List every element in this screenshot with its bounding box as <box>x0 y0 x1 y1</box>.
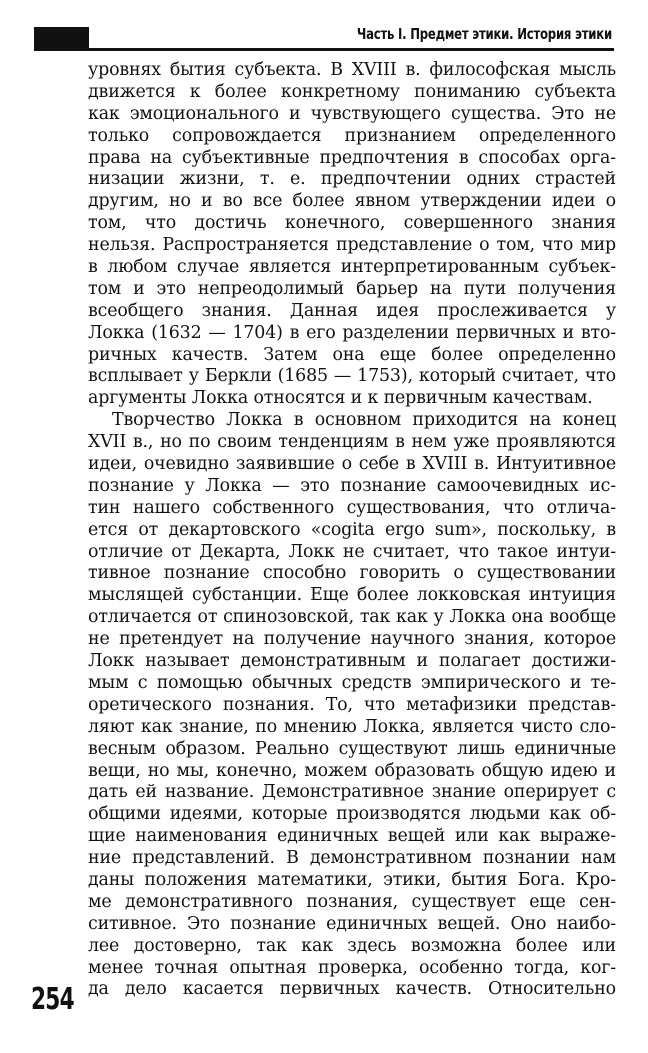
text-line: тин нашего собственного существования, что отлича- <box>88 497 616 518</box>
header-title: Часть I. Предмет этики. История этики <box>357 25 612 43</box>
text-line: всплывает у Беркли (1685 — 1753), который считает, что <box>88 366 616 387</box>
text-line: вещи, но мы, конечно, можем образовать общую идею и <box>88 760 616 781</box>
text-line: Локка (1632 — 1704) в его разделении первичных и вто- <box>88 322 616 343</box>
text-line: том и это непреодолимый барьер на пути получения <box>88 278 616 299</box>
text-line: дать ей название. Демонстративное знание оперирует с <box>88 782 616 803</box>
text-line: отличается от спинозовской, так как у Локка она вообще <box>88 607 616 628</box>
text-line: идеи, очевидно заявившие о себе в XVIII в. Интуитивное <box>88 454 616 475</box>
text-line-paragraph-end: аргументы Локка относятся и к первичным качествам. <box>88 388 593 409</box>
text-line: менее точная опытная проверка, особенно тогда, ког- <box>88 957 616 978</box>
text-line: нельзя. Распространяется представление о том, что мир <box>88 235 616 256</box>
body-text <box>88 60 616 1001</box>
text-line: всеобщего знания. Данная идея прослеживается у <box>88 300 616 321</box>
text-line: щие наименования единичных вещей или как выраже- <box>88 826 616 847</box>
running-header <box>34 20 614 51</box>
header-black-bar <box>34 27 89 48</box>
text-line: уровнях бытия субъекта. В XVIII в. философская мысль <box>88 60 616 80</box>
text-line: лее достоверно, так как здесь возможна более или <box>88 935 616 956</box>
page-number: 254 <box>31 982 74 1017</box>
text-line: не претендует на получение научного знания, которое <box>88 629 616 650</box>
text-line: как эмоционального и чувствующего существа. Это не <box>88 103 616 124</box>
text-line: оретического познания. То, что метафизики представ- <box>88 694 616 715</box>
text-line: ние представлений. В демонстративном познании нам <box>88 848 616 869</box>
text-line: ситивное. Это познание единичных вещей. Оно наибо- <box>88 913 616 934</box>
text-line: движется к более конкретному пониманию субъекта <box>88 81 616 102</box>
text-line: отличие от Декарта, Локк не считает, что такое интуи- <box>88 541 616 562</box>
text-line: Локк называет демонстративным и полагает достижи- <box>88 651 616 672</box>
text-line: весным образом. Реально существуют лишь единичные <box>88 738 616 759</box>
text-line: ме демонстративного познания, существует еще сен- <box>88 891 616 912</box>
text-line: в любом случае является интерпретированным субъек- <box>88 257 616 278</box>
text-line: общими идеями, которые производятся людьми как об- <box>88 804 616 825</box>
text-line: низации жизни, т. е. предпочтении одних страстей <box>88 169 616 190</box>
text-line: ляют как знание, по мнению Локка, является чисто сло- <box>88 716 616 737</box>
text-line: другим, но и во все более явном утверждении идеи о <box>88 191 616 212</box>
text-line: только сопровождается признанием определенного <box>88 125 616 146</box>
text-line: да дело касается первичных качеств. Относительно <box>88 979 616 1000</box>
text-line: XVII в., но по своим тенденциям в нем уже проявляются <box>88 432 616 453</box>
text-line: даны положения математики, этики, бытия Бога. Кро- <box>88 869 616 890</box>
text-line: тивное познание способно говорить о существовании <box>88 563 616 584</box>
text-line: ричных качеств. Затем она еще более определенно <box>88 344 616 365</box>
text-line: мым с помощью обычных средств эмпирического и те- <box>88 672 616 693</box>
text-line: мыслящей субстанции. Еще более локковская интуиция <box>88 585 616 606</box>
text-line: том, что достичь конечного, совершенного знания <box>88 213 616 234</box>
text-line: права на субъективные предпочтения в способах орга- <box>88 147 616 168</box>
text-line-paragraph-start: Творчество Локка в основном приходится на конец <box>112 410 616 431</box>
text-line: познание у Локка — это познание самоочевидных ис- <box>88 475 616 496</box>
text-line: ется от декартовского «cogita ergo sum», поскольку, в <box>88 519 616 540</box>
